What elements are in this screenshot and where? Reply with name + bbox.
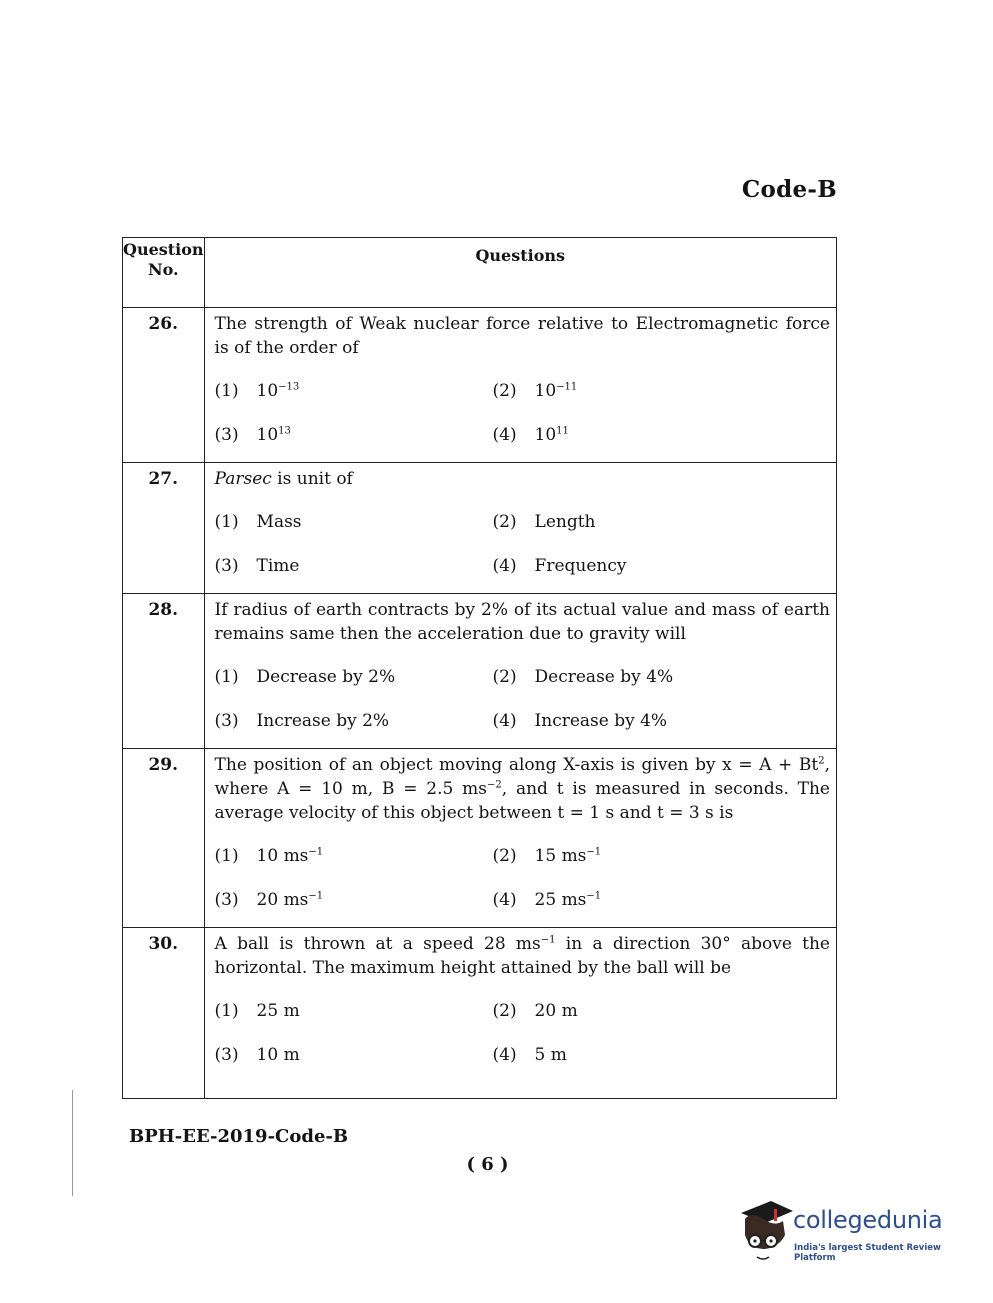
- question-body: [204, 463, 836, 594]
- option-text: 10 m: [256, 1045, 300, 1065]
- page-number: ( 6 ): [466, 1154, 509, 1175]
- option-number: (1): [214, 381, 239, 401]
- option-exponent: −1: [586, 890, 602, 902]
- option-number: (2): [492, 1001, 517, 1021]
- option-1: [215, 378, 493, 404]
- option-4: [493, 1042, 830, 1068]
- question-stem: [215, 932, 830, 980]
- paper-code-header: Code-B: [741, 176, 837, 203]
- option-3: [215, 422, 493, 448]
- option-2: [493, 998, 830, 1024]
- question-number-column-header: [123, 238, 205, 308]
- option-2: [493, 664, 830, 690]
- option-list: [215, 378, 830, 448]
- stem-text-part-a: A ball is thrown at a speed 28 ms: [214, 934, 541, 954]
- question-row-28: [123, 594, 837, 749]
- option-3: [215, 887, 493, 913]
- option-number: (4): [492, 1045, 517, 1065]
- option-text: Increase by 2%: [256, 711, 390, 731]
- option-number: (4): [492, 711, 517, 731]
- option-number: (4): [492, 425, 517, 445]
- stem-italic-term: Parsec: [214, 469, 272, 489]
- question-number: 29.: [123, 749, 205, 928]
- option-number: (1): [214, 512, 239, 532]
- question-stem: [215, 753, 830, 825]
- option-text: Increase by 4%: [534, 711, 668, 731]
- option-list: [215, 664, 830, 734]
- option-text: 10 ms: [256, 846, 309, 866]
- question-body: [204, 928, 836, 1099]
- stem-text-part-a: The position of an object moving along X-axis is given by x = A + Bt: [214, 755, 819, 775]
- option-number: (3): [214, 556, 239, 576]
- option-number: (2): [492, 381, 517, 401]
- questions-column-header: Questions: [204, 238, 836, 308]
- option-exponent: −13: [278, 381, 300, 393]
- stem-text: is unit of: [271, 469, 353, 489]
- stem-exponent-b: −2: [486, 779, 502, 791]
- question-number: 27.: [123, 463, 205, 594]
- option-1: [215, 509, 493, 535]
- option-text: 10: [256, 381, 279, 401]
- logo-tagline: India's largest Student Review Platform: [794, 1243, 941, 1263]
- question-body: [204, 749, 836, 928]
- option-number: (1): [214, 846, 239, 866]
- option-number: (4): [492, 890, 517, 910]
- option-text: 10: [256, 425, 279, 445]
- option-text: Decrease by 2%: [256, 667, 396, 687]
- question-row-30: [123, 928, 837, 1099]
- option-3: [215, 1042, 493, 1068]
- option-1: [215, 998, 493, 1024]
- option-list: [215, 509, 830, 579]
- option-exponent: −1: [308, 846, 324, 858]
- logo-wordmark: collegedunia: [793, 1206, 943, 1234]
- question-body: [204, 308, 836, 463]
- option-text: Decrease by 4%: [534, 667, 674, 687]
- option-number: (2): [492, 512, 517, 532]
- option-number: (2): [492, 667, 517, 687]
- stem-text-part-c: , and t is measured in seconds. The average velocity of this object between t = 1 s and t = 3 s is: [214, 779, 830, 823]
- question-stem: If radius of earth contracts by 2% of its actual value and mass of earth remains same then the acceleration due to gravity will: [214, 600, 830, 644]
- question-row-27: [123, 463, 837, 594]
- scan-margin-line: [72, 1090, 73, 1196]
- option-number: (1): [214, 667, 239, 687]
- question-table: [122, 237, 837, 1099]
- option-2: [493, 378, 830, 404]
- option-2: [493, 509, 830, 535]
- option-text: 25 ms: [534, 890, 587, 910]
- option-text: 10: [534, 425, 557, 445]
- option-number: (1): [214, 1001, 239, 1021]
- option-text: Frequency: [534, 556, 627, 576]
- option-text: 20 ms: [256, 890, 309, 910]
- option-number: (4): [492, 556, 517, 576]
- stem-text-part-b: , where A = 10 m, B = 2.5 ms: [214, 755, 830, 799]
- question-number: 28.: [123, 594, 205, 749]
- option-number: (2): [492, 846, 517, 866]
- question-number: 30.: [123, 928, 205, 1099]
- stem-exponent-a: 2: [818, 755, 825, 767]
- option-number: (3): [214, 425, 239, 445]
- option-text: 10: [534, 381, 557, 401]
- footer-paper-code: BPH-EE-2019-Code-B: [129, 1126, 349, 1147]
- question-number-header-line2: No.: [147, 260, 179, 279]
- option-exponent: 11: [556, 425, 569, 437]
- collegedunia-logo[interactable]: [735, 1197, 965, 1267]
- option-text: 15 ms: [534, 846, 587, 866]
- option-4: [493, 553, 830, 579]
- table-header-row: [123, 238, 837, 308]
- option-2: [493, 843, 830, 869]
- option-exponent: −11: [556, 381, 578, 393]
- option-text: Time: [256, 556, 300, 576]
- option-exponent: −1: [586, 846, 602, 858]
- option-1: [215, 843, 493, 869]
- question-row-29: [123, 749, 837, 928]
- option-number: (3): [214, 711, 239, 731]
- option-exponent: −1: [308, 890, 324, 902]
- question-stem: [215, 467, 830, 491]
- option-4: [493, 708, 830, 734]
- stem-exponent-a: −1: [540, 934, 556, 946]
- option-4: [493, 422, 830, 448]
- option-exponent: 13: [278, 425, 291, 437]
- option-4: [493, 887, 830, 913]
- option-1: [215, 664, 493, 690]
- stem-text-part-b: in a direction 30° above the horizontal. The maximum height attained by the ball will be: [214, 934, 830, 978]
- question-body: [204, 594, 836, 749]
- option-text: 20 m: [534, 1001, 578, 1021]
- question-row-26: [123, 308, 837, 463]
- option-list: [215, 998, 830, 1068]
- option-text: 25 m: [256, 1001, 300, 1021]
- question-stem: The strength of Weak nuclear force relative to Electromagnetic force is of the order of: [214, 314, 830, 358]
- question-number-header-line1: Question: [123, 240, 204, 259]
- option-text: 5 m: [534, 1045, 567, 1065]
- option-3: [215, 553, 493, 579]
- mascot-face-icon: [735, 1197, 795, 1261]
- option-text: Mass: [256, 512, 302, 532]
- option-list: [215, 843, 830, 913]
- question-number: 26.: [123, 308, 205, 463]
- option-number: (3): [214, 1045, 239, 1065]
- option-number: (3): [214, 890, 239, 910]
- option-text: Length: [534, 512, 596, 532]
- option-3: [215, 708, 493, 734]
